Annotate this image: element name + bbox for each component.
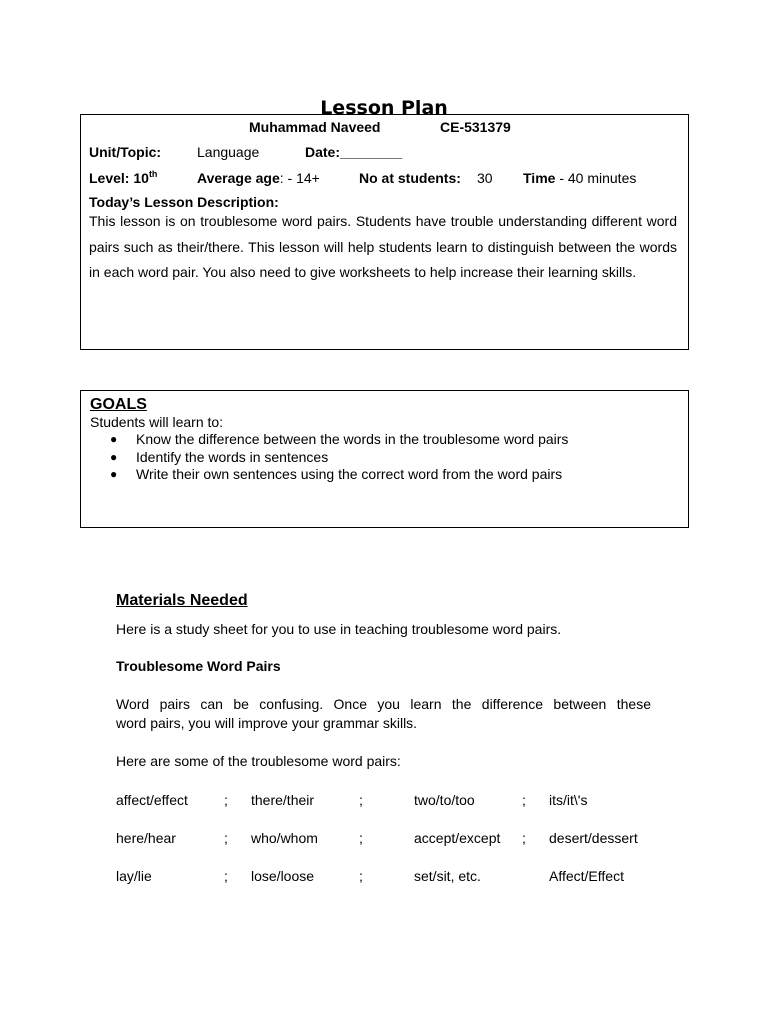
description-label: Today’s Lesson Description: [89, 194, 279, 210]
lesson-description: This lesson is on troublesome word pairs. Students have trouble understanding different word pairs such as their/there. This lesson will help students learn to distinguish between the words in each word pair. You also need to give worksheets to help increase their learning skills. [89, 213, 677, 280]
average-age-value: : - 14+ [279, 170, 320, 186]
level-superscript: th [148, 169, 158, 179]
word-pair: lay/lie [116, 868, 152, 884]
word-pair: Affect/Effect [549, 868, 624, 884]
word-pair: two/to/too [414, 792, 475, 808]
students-label: No at students: [359, 170, 461, 186]
word-pair: desert/dessert [549, 830, 638, 846]
students-value: 30 [477, 170, 493, 186]
bullet-icon: ● [110, 467, 118, 481]
course-code: CE-531379 [440, 119, 511, 135]
average-age-label: Average age [197, 170, 280, 186]
unit-label: Unit/Topic: [89, 144, 162, 160]
bullet-icon: ● [110, 449, 118, 464]
separator: ; [522, 830, 526, 846]
separator: ; [224, 868, 228, 884]
goals-list [110, 431, 568, 484]
pairs-intro: Here are some of the troublesome word pairs: [116, 753, 401, 769]
level-label: Level: 10 [89, 170, 149, 186]
bullet-icon: ● [110, 432, 118, 446]
word-pairs-row [0, 791, 768, 809]
word-pair: who/whom [251, 830, 318, 846]
separator: ; [224, 792, 228, 808]
list-item: ● Know the difference between the words in the troublesome word pairs [110, 431, 569, 447]
time-field [523, 170, 636, 187]
separator: ; [224, 830, 228, 846]
goals-heading: GOALS [90, 396, 147, 413]
list-item: ● Identify the words in sentences [110, 448, 329, 465]
word-pairs-row [0, 829, 768, 847]
confusing-paragraph-line-1: Word pairs can be confusing. Once you learn the difference between these [116, 696, 651, 712]
list-item: ● Write their own sentences using the correct word from the word pairs [110, 466, 563, 482]
word-pairs-row [0, 867, 768, 885]
confusing-paragraph-line-2: word pairs, you will improve your grammar skills. [116, 715, 418, 731]
author-name: Muhammad Naveed [249, 119, 381, 135]
separator: ; [359, 792, 363, 808]
date-label: Date:________ [305, 144, 403, 160]
level-field [89, 170, 157, 187]
separator: ; [522, 792, 526, 808]
time-label: Time [523, 170, 556, 186]
materials-intro: Here is a study sheet for you to use in teaching troublesome word pairs. [116, 621, 562, 637]
goals-intro: Students will learn to: [90, 414, 224, 430]
word-pair: there/their [251, 792, 315, 808]
materials-heading: Materials Needed [116, 592, 248, 609]
unit-value: Language [197, 144, 260, 160]
word-pair: lose/loose [251, 868, 315, 884]
separator: ; [359, 830, 363, 846]
word-pair: here/hear [116, 830, 176, 846]
separator: ; [359, 868, 363, 884]
word-pairs-subheading: Troublesome Word Pairs [116, 658, 281, 674]
page-title: Lesson Plan [320, 97, 448, 119]
time-value: - 40 minutes [555, 170, 637, 186]
word-pair: affect/effect [116, 792, 188, 808]
word-pair: accept/except [414, 830, 501, 846]
word-pair: its/it\'s [549, 792, 588, 808]
word-pair: set/sit, etc. [414, 868, 481, 884]
average-age-field [197, 170, 320, 187]
